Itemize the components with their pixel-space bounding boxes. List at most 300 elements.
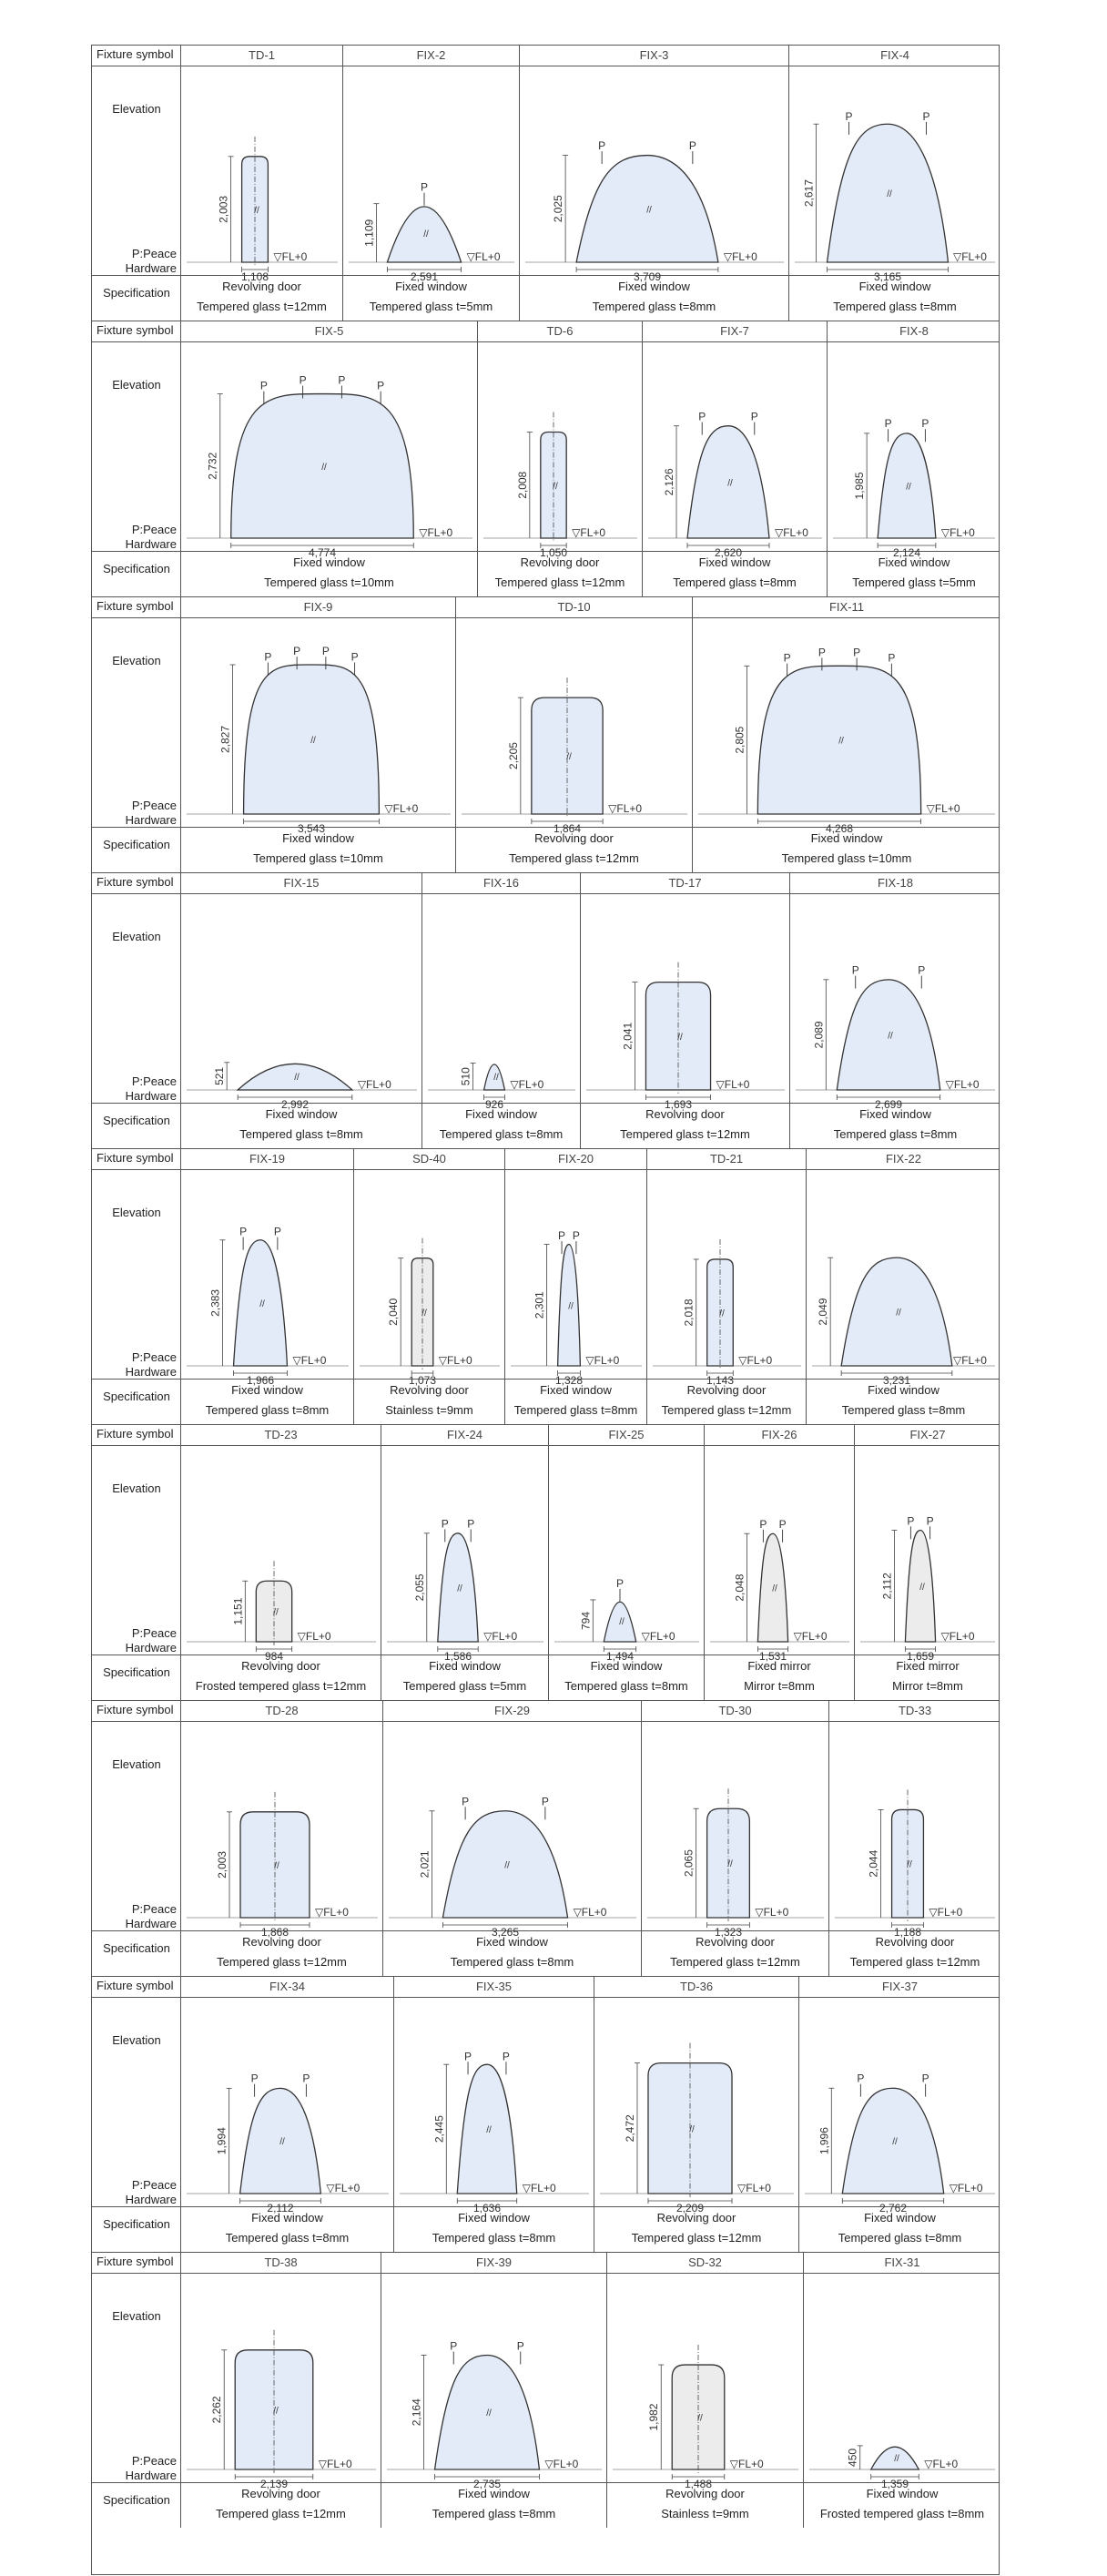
floor-level-mark: ▽FL+0 [483, 1630, 518, 1643]
fixture-cell [789, 46, 1000, 321]
spec-type: Revolving door [686, 1383, 767, 1397]
fixture-cell [705, 1425, 855, 1700]
fixture-symbol: TD-33 [898, 1704, 932, 1717]
floor-level-mark: ▽FL+0 [940, 1630, 975, 1643]
spec-type: Fixed window [465, 1107, 537, 1121]
spec-material: Tempered glass t=12mm [509, 851, 639, 865]
fixture-symbol: TD-10 [557, 600, 591, 614]
floor-level-mark: ▽FL+0 [273, 250, 308, 263]
elevation-drawing [549, 1425, 705, 1701]
pin-label: P [377, 379, 385, 392]
fixture-symbol: FIX-39 [475, 2255, 512, 2269]
glass-hatch-mark: // [279, 2137, 285, 2148]
spec-material: Tempered glass t=8mm [432, 2231, 556, 2245]
height-dimension: 450 [846, 2448, 859, 2467]
glass-hatch-mark: // [907, 1859, 912, 1870]
specification-label: Specification [103, 2217, 170, 2231]
glass-hatch-mark: // [888, 1031, 893, 1042]
spec-type: Fixed window [859, 1107, 931, 1121]
floor-level-mark: ▽FL+0 [522, 2182, 556, 2194]
fixture-symbol-label: Fixture symbol [96, 47, 174, 61]
floor-level-mark: ▽FL+0 [716, 1078, 750, 1091]
spec-type: Fixed window [868, 1383, 939, 1397]
elevation-drawing [520, 46, 789, 321]
fixture-symbol: FIX-3 [639, 48, 669, 62]
fixture-symbol: FIX-22 [885, 1152, 921, 1166]
fixture-cell [181, 597, 456, 872]
elevation-drawing [181, 1701, 383, 1977]
elevation-drawing [705, 1425, 855, 1701]
width-dimension: 3,543 [297, 822, 326, 835]
elevation-drawing [789, 46, 1000, 321]
glass-hatch-mark: // [273, 2406, 279, 2417]
pin-label: P [688, 139, 696, 153]
fixture-symbol-label: Fixture symbol [96, 1151, 174, 1165]
elevation-drawing [807, 1149, 1000, 1425]
schedule-band [92, 321, 999, 596]
glass-hatch-mark: // [294, 1072, 300, 1083]
fixture-symbol-label: Fixture symbol [96, 599, 174, 613]
glass-hatch-mark: // [896, 1308, 901, 1319]
elevation-drawing [181, 873, 422, 1149]
pin-label: P [464, 2050, 472, 2063]
fixture-symbol: SD-32 [688, 2255, 722, 2269]
spec-type: Revolving door [696, 1935, 775, 1949]
fixture-symbol: FIX-34 [269, 1980, 305, 1993]
pin-label: P [888, 651, 896, 665]
elevation-drawing [181, 2253, 381, 2529]
fixture-cell [381, 1425, 549, 1700]
fixture-symbol: FIX-27 [909, 1428, 946, 1441]
fixture-symbol: FIX-26 [761, 1428, 797, 1441]
elevation-drawing [829, 1701, 1000, 1977]
spec-type: Fixed window [458, 2487, 530, 2500]
spec-material: Tempered glass t=8mm [432, 2507, 556, 2520]
spec-type: Fixed window [265, 1107, 338, 1121]
width-dimension: 2,699 [874, 1098, 903, 1111]
spec-type: Revolving door [665, 2487, 745, 2500]
width-dimension: 1,359 [880, 2478, 909, 2490]
fixture-cell [581, 873, 790, 1148]
spec-material: Tempered glass t=10mm [781, 851, 912, 865]
ppeace-label: P:Peace [131, 1074, 177, 1088]
floor-level-mark: ▽FL+0 [544, 2458, 579, 2470]
elevation-drawing [381, 1425, 549, 1701]
elevation-label: Elevation [112, 930, 161, 943]
spec-material: Tempered glass t=8mm [239, 1127, 363, 1141]
elevation-drawing [790, 873, 1000, 1149]
floor-level-mark: ▽FL+0 [723, 250, 757, 263]
row-labels [92, 597, 181, 872]
fixture-symbol: FIX-37 [881, 1980, 918, 1993]
ppeace-label: P:Peace [131, 799, 177, 812]
glass-hatch-mark: // [727, 478, 733, 489]
fixture-symbol: TD-6 [546, 324, 574, 338]
spec-material: Tempered glass t=8mm [439, 1127, 564, 1141]
spec-type: Fixed window [458, 2211, 530, 2225]
spec-type: Fixed window [231, 1383, 303, 1397]
glass-hatch-mark: // [486, 2408, 492, 2419]
fixture-cell [394, 1977, 594, 2252]
fixture-cell [181, 1149, 354, 1424]
schedule-band [92, 872, 999, 1148]
height-dimension: 2,445 [432, 2115, 446, 2143]
pin-label: P [750, 410, 758, 423]
spec-material: Tempered glass t=5mm [369, 300, 493, 313]
width-dimension: 1,868 [260, 1926, 289, 1939]
width-dimension: 3,709 [633, 270, 662, 283]
fixture-cell [549, 1425, 705, 1700]
spec-type: Revolving door [390, 1383, 469, 1397]
row-labels [92, 1977, 181, 2252]
elevation-drawing [354, 1149, 505, 1425]
elevation-drawing [594, 1977, 799, 2253]
hardware-label: Hardware [125, 1089, 177, 1103]
spec-type: Revolving door [520, 555, 600, 569]
height-dimension: 2,048 [733, 1573, 746, 1602]
glass-hatch-mark: // [310, 736, 316, 747]
ppeace-label: P:Peace [131, 2454, 177, 2468]
width-dimension: 1,188 [893, 1926, 922, 1939]
fixture-cell [181, 1425, 381, 1700]
height-dimension: 2,025 [552, 195, 565, 223]
spec-material: Tempered glass t=12mm [494, 575, 625, 589]
hardware-label: Hardware [125, 261, 177, 275]
elevation-drawing [422, 873, 581, 1149]
fixture-symbol-label: Fixture symbol [96, 1703, 174, 1716]
floor-level-mark: ▽FL+0 [641, 1630, 675, 1643]
fixture-symbol: FIX-24 [446, 1428, 482, 1441]
width-dimension: 4,774 [308, 546, 337, 559]
elevation-drawing [383, 1701, 642, 1977]
height-dimension: 2,383 [208, 1288, 222, 1317]
pin-label: P [851, 963, 859, 977]
elevation-drawing [607, 2253, 804, 2529]
spec-material: Tempered glass t=12mm [661, 1403, 792, 1417]
fixture-symbol-label: Fixture symbol [96, 323, 174, 337]
width-dimension: 1,494 [605, 1650, 635, 1663]
height-dimension: 2,262 [210, 2396, 224, 2424]
spec-material: Tempered glass t=8mm [564, 1679, 688, 1693]
spec-type: Fixed window [251, 2211, 323, 2225]
height-dimension: 1,996 [818, 2127, 831, 2155]
pin-label: P [845, 109, 853, 123]
height-dimension: 2,732 [206, 452, 219, 480]
elevation-drawing [642, 1701, 829, 1977]
fixture-schedule-table [91, 45, 1000, 2575]
floor-level-mark: ▽FL+0 [585, 1354, 620, 1367]
height-dimension: 2,049 [817, 1298, 830, 1326]
glass-hatch-mark: // [421, 1308, 427, 1319]
width-dimension: 984 [264, 1650, 284, 1663]
glass-hatch-mark: // [906, 482, 911, 493]
floor-level-mark: ▽FL+0 [924, 2458, 959, 2470]
height-dimension: 2,003 [217, 195, 230, 223]
floor-level-mark: ▽FL+0 [419, 526, 453, 539]
fixture-cell [790, 873, 1000, 1148]
row-labels [92, 321, 181, 596]
elevation-drawing [181, 321, 478, 597]
pin-label: P [558, 1229, 566, 1243]
fixture-symbol: FIX-19 [249, 1152, 285, 1166]
pin-label: P [572, 1229, 580, 1243]
pin-label: P [462, 1795, 470, 1808]
glass-hatch-mark: // [457, 1583, 462, 1594]
schedule-band [92, 2252, 999, 2528]
pin-label: P [615, 1576, 625, 1590]
spec-material: Tempered glass t=8mm [225, 2231, 350, 2245]
pin-label: P [698, 410, 706, 423]
floor-level-mark: ▽FL+0 [729, 2458, 764, 2470]
spec-type: Revolving door [645, 1107, 725, 1121]
floor-level-mark: ▽FL+0 [940, 526, 975, 539]
elevation-drawing [181, 1425, 381, 1701]
elevation-drawing [181, 597, 456, 873]
pin-label: P [250, 2072, 259, 2085]
width-dimension: 1,488 [684, 2478, 713, 2490]
floor-level-mark: ▽FL+0 [573, 1906, 607, 1919]
spec-material: Tempered glass t=12mm [849, 1955, 980, 1969]
floor-level-mark: ▽FL+0 [466, 250, 501, 263]
width-dimension: 2,112 [267, 2202, 294, 2215]
spec-type: Fixed window [878, 555, 950, 569]
fixture-cell [422, 873, 581, 1148]
pin-label: P [759, 1517, 767, 1531]
pin-label: P [818, 646, 826, 659]
fixture-symbol: TD-30 [718, 1704, 752, 1717]
fixture-cell [804, 2253, 1000, 2528]
pin-label: P [259, 379, 268, 392]
spec-material: Tempered glass t=10mm [264, 575, 394, 589]
floor-level-mark: ▽FL+0 [314, 1906, 349, 1919]
pin-label: P [516, 2339, 524, 2353]
pin-label: P [884, 417, 892, 431]
height-dimension: 2,089 [812, 1021, 826, 1049]
specification-label: Specification [103, 1665, 170, 1679]
fixture-cell [456, 597, 693, 872]
pin-label: P [926, 1514, 934, 1528]
spec-type: Revolving door [242, 1935, 321, 1949]
glass-hatch-mark: // [553, 481, 558, 492]
elevation-label: Elevation [112, 654, 161, 667]
fixture-cell [181, 321, 478, 596]
fixture-cell [383, 1701, 642, 1976]
specification-label: Specification [103, 1390, 170, 1403]
width-dimension: 3,231 [882, 1374, 911, 1387]
pin-label: P [853, 646, 861, 659]
fixture-cell [181, 1701, 383, 1976]
pin-label: P [502, 2050, 510, 2063]
spec-type: Fixed mirror [896, 1659, 960, 1673]
glass-hatch-mark: // [697, 2413, 703, 2424]
schedule-band [92, 1148, 999, 1424]
width-dimension: 2,735 [472, 2478, 502, 2490]
elevation-drawing [647, 1149, 807, 1425]
glass-hatch-mark: // [568, 1301, 574, 1312]
height-dimension: 2,164 [410, 2398, 423, 2427]
pin-label: P [420, 180, 429, 194]
glass-hatch-mark: // [919, 1582, 925, 1593]
spec-material: Tempered glass t=8mm [838, 2231, 962, 2245]
width-dimension: 4,268 [825, 822, 854, 835]
specification-label: Specification [103, 286, 170, 300]
spec-type: Fixed window [282, 831, 354, 845]
elevation-drawing [828, 321, 1000, 597]
fixture-symbol: FIX-16 [482, 876, 519, 890]
floor-level-mark: ▽FL+0 [949, 2182, 983, 2194]
height-dimension: 2,617 [802, 179, 816, 208]
floor-level-mark: ▽FL+0 [953, 250, 987, 263]
floor-level-mark: ▽FL+0 [738, 1354, 773, 1367]
fixture-cell [181, 873, 422, 1148]
spec-material: Mirror t=8mm [744, 1679, 815, 1693]
pin-label: P [302, 2072, 310, 2085]
elevation-label: Elevation [112, 2309, 161, 2323]
spec-material: Frosted tempered glass t=12mm [195, 1679, 367, 1693]
height-dimension: 2,040 [387, 1298, 401, 1326]
glass-hatch-mark: // [887, 189, 892, 200]
height-dimension: 2,044 [867, 1849, 880, 1878]
elevation-label: Elevation [112, 2033, 161, 2047]
elevation-label: Elevation [112, 1206, 161, 1219]
floor-level-mark: ▽FL+0 [292, 1354, 327, 1367]
spec-material: Tempered glass t=8mm [513, 1403, 638, 1417]
floor-level-mark: ▽FL+0 [929, 1906, 963, 1919]
fixture-symbol: FIX-2 [416, 48, 446, 62]
pin-label: P [467, 1517, 475, 1531]
ppeace-label: P:Peace [131, 247, 177, 260]
pin-label: P [783, 651, 791, 665]
glass-hatch-mark: // [493, 1073, 499, 1084]
ppeace-label: P:Peace [131, 1902, 177, 1916]
height-dimension: 2,472 [623, 2114, 636, 2143]
fixture-cell [855, 1425, 1000, 1700]
fixture-cell [642, 1701, 829, 1976]
fixture-cell [799, 1977, 1000, 2252]
specification-label: Specification [103, 838, 170, 851]
fixture-symbol: FIX-25 [608, 1428, 645, 1441]
pin-label: P [918, 963, 926, 977]
schedule-band [92, 1700, 999, 1976]
hardware-label: Hardware [125, 1365, 177, 1379]
width-dimension: 1,108 [240, 270, 269, 283]
spec-material: Tempered glass t=8mm [841, 1403, 966, 1417]
pin-label: P [350, 650, 359, 664]
fixture-symbol-label: Fixture symbol [96, 1427, 174, 1441]
fixture-cell [520, 46, 789, 321]
floor-level-mark: ▽FL+0 [926, 802, 960, 815]
fixture-symbol: TD-38 [264, 2255, 298, 2269]
fixture-cell [829, 1701, 1000, 1976]
spec-type: Fixed window [590, 1659, 663, 1673]
height-dimension: 2,008 [515, 471, 529, 499]
specification-label: Specification [103, 562, 170, 575]
pin-label: P [450, 2339, 458, 2353]
spec-type: Revolving door [875, 1935, 955, 1949]
glass-hatch-mark: // [894, 2453, 899, 2464]
ppeace-label: P:Peace [131, 2178, 177, 2192]
spec-type: Revolving door [656, 2211, 736, 2225]
elevation-drawing [804, 2253, 1000, 2529]
fixture-symbol: FIX-20 [557, 1152, 594, 1166]
spec-type: Fixed window [540, 1383, 612, 1397]
floor-level-mark: ▽FL+0 [774, 526, 808, 539]
floor-level-mark: ▽FL+0 [608, 802, 643, 815]
fixture-cell [381, 2253, 607, 2528]
row-labels [92, 873, 181, 1148]
width-dimension: 2,992 [280, 1098, 310, 1111]
height-dimension: 2,065 [682, 1849, 696, 1878]
fixture-symbol: FIX-4 [880, 48, 909, 62]
width-dimension: 1,328 [554, 1374, 584, 1387]
spec-material: Tempered glass t=12mm [197, 300, 327, 313]
floor-level-mark: ▽FL+0 [755, 1906, 789, 1919]
row-labels [92, 2253, 181, 2528]
spec-material: Tempered glass t=5mm [402, 1679, 527, 1693]
width-dimension: 1,531 [758, 1650, 787, 1663]
width-dimension: 2,620 [714, 546, 743, 559]
schedule-band [92, 1424, 999, 1700]
specification-label: Specification [103, 1941, 170, 1955]
fixture-symbol: TD-17 [668, 876, 702, 890]
pin-label: P [598, 139, 606, 153]
height-dimension: 2,205 [506, 742, 520, 770]
pin-label: P [441, 1517, 449, 1531]
elevation-label: Elevation [112, 378, 161, 392]
fixture-cell [181, 46, 343, 321]
schedule-band [92, 1976, 999, 2252]
spec-material: Tempered glass t=12mm [217, 1955, 347, 1969]
width-dimension: 1,693 [664, 1098, 693, 1111]
elevation-drawing [456, 597, 693, 873]
spec-type: Fixed window [866, 2487, 939, 2500]
height-dimension: 2,805 [733, 726, 746, 754]
fixture-cell [478, 321, 643, 596]
elevation-drawing [643, 321, 828, 597]
floor-level-mark: ▽FL+0 [572, 526, 606, 539]
width-dimension: 2,762 [878, 2202, 908, 2215]
ppeace-label: P:Peace [131, 1350, 177, 1364]
elevation-drawing [505, 1149, 647, 1425]
elevation-drawing [693, 597, 1000, 873]
width-dimension: 1,864 [553, 822, 582, 835]
floor-level-mark: ▽FL+0 [793, 1630, 828, 1643]
height-dimension: 2,041 [621, 1022, 635, 1050]
glass-hatch-mark: // [892, 2137, 898, 2148]
elevation-drawing [478, 321, 643, 597]
width-dimension: 1,143 [706, 1374, 735, 1387]
floor-level-mark: ▽FL+0 [318, 2458, 352, 2470]
spec-type: Fixed window [395, 280, 467, 293]
spec-material: Mirror t=8mm [892, 1679, 963, 1693]
width-dimension: 2,139 [259, 2478, 289, 2490]
elevation-drawing [799, 1977, 1000, 2253]
glass-hatch-mark: // [274, 1860, 279, 1871]
height-dimension: 2,301 [533, 1291, 546, 1319]
width-dimension: 3,165 [873, 270, 902, 283]
pin-label: P [778, 1517, 787, 1531]
floor-level-mark: ▽FL+0 [384, 802, 419, 815]
spec-material: Tempered glass t=8mm [592, 300, 716, 313]
fixture-symbol: FIX-18 [877, 876, 913, 890]
fixture-symbol: FIX-9 [303, 600, 333, 614]
spec-type: Revolving door [222, 280, 301, 293]
hardware-label: Hardware [125, 2469, 177, 2482]
glass-hatch-mark: // [727, 1859, 733, 1870]
pin-label: P [273, 1225, 281, 1238]
spec-type: Revolving door [241, 1659, 320, 1673]
spec-type: Revolving door [534, 831, 614, 845]
